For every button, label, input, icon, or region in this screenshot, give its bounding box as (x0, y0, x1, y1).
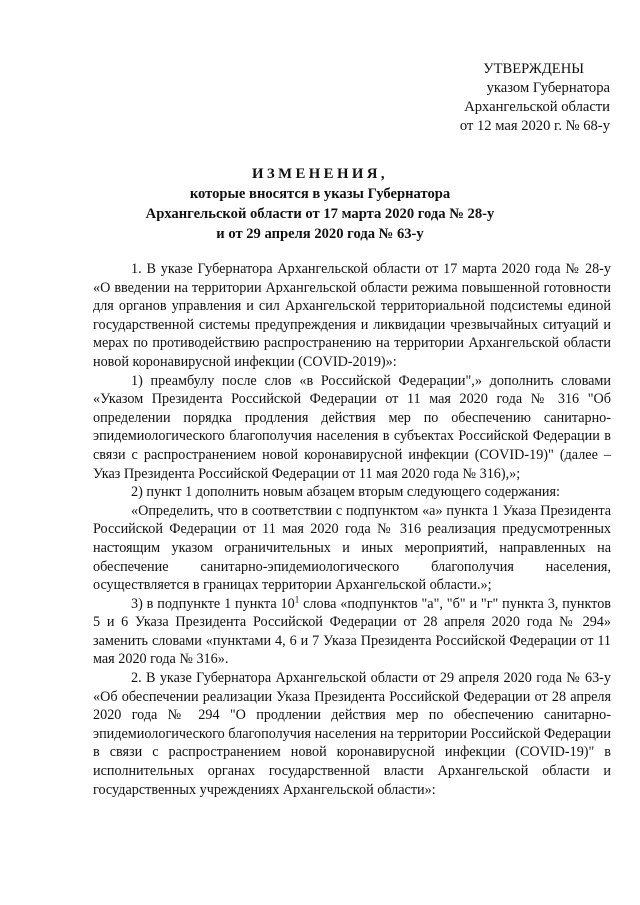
paragraph-1: 1. В указе Губернатора Архангельской области от 17 марта 2020 года № 28-у «О введении на территории Архангельской области режима повышенной готовности для органов управления и сил Архангельской территориальной подсистемы единой государственной системы предупреждения и ликвидации чрезвычайных ситуаций и мерах по противодействию распространению на территории Архангельской области новой коронавирусной инфекции (COVID-2019)»: (93, 261, 611, 370)
approval-heading: УТВЕРЖДЕНЫ (483, 61, 584, 77)
approval-region-line: Архангельской области (464, 99, 610, 115)
paragraph-1-3 (93, 595, 611, 669)
document-body (93, 260, 611, 799)
paragraph-1-2-quote: «Определить, что в соответствии с подпунктом «а» пункта 1 Указа Президента Российской Федерации от 11 мая 2020 года № 316 реализация предусмотренных настоящим указом ограничительных и иных мероприятий, направленных на обеспечение санитарно-эпидемиологического благополучия населения, осуществляется в границах территории Архангельской области.»; (93, 502, 611, 594)
approval-decree-line: указом Губернатора (486, 80, 610, 96)
approval-stamp (400, 60, 610, 136)
document-title (60, 164, 580, 244)
paragraph-1-3-start: 3) в подпункте 1 пункта 10 (131, 595, 295, 612)
paragraph-1-3-end: слова «подпунктов "а", "б" и "г" пункта 3, пунктов 5 и 6 Указа Президента Российской Федерации от 28 апреля 2020 года № 294» заменить словами «пунктами 4, 6 и 7 Указа Президента Российской Федерации от 11 мая 2020 года № 316». (93, 595, 611, 668)
paragraph-1-2: 2) пункт 1 дополнить новым абзацем вторым следующего содержания: (131, 484, 560, 501)
paragraph-2: 2. В указе Губернатора Архангельской области от 29 апреля 2020 года № 63-у «Об обеспечении реализации Указа Президента Российской Федерации от 28 апреля 2020 года № 294 "О продлении действия мер по обеспечению санитарно-эпидемиологического благополучия населения на территории Российской Федерации в связи с распространением новой коронавирусной инфекции (COVID-19)" в исполнительных органах государственной власти Архангельской области и государственных учреждениях Архангельской области»: (93, 670, 611, 798)
title-line-2: которые вносятся в указы Губернатора (189, 186, 451, 202)
paragraph-1-1: 1) преамбулу после слов «в Российской Федерации",» дополнить словами «Указом Президента Российской Федерации от 11 мая 2020 года № 316 "Об определении порядка продления действия мер по обеспечению санитарно-эпидемиологического благополучия населения в субъектах Российской Федерации в связи с распространением новой коронавирусной инфекции (COVID-19)" (далее – Указ Президента Российской Федерации от 11 мая 2020 года № 316),»; (93, 372, 611, 482)
title-line-4: и от 29 апреля 2020 года № 63-у (216, 226, 424, 242)
superscript-index: 1 (294, 593, 300, 604)
title-main: ИЗМЕНЕНИЯ, (252, 166, 388, 182)
title-line-3: Архангельской области от 17 марта 2020 года № 28-у (145, 206, 495, 222)
approval-date-line: от 12 мая 2020 г. № 68-у (459, 118, 610, 134)
